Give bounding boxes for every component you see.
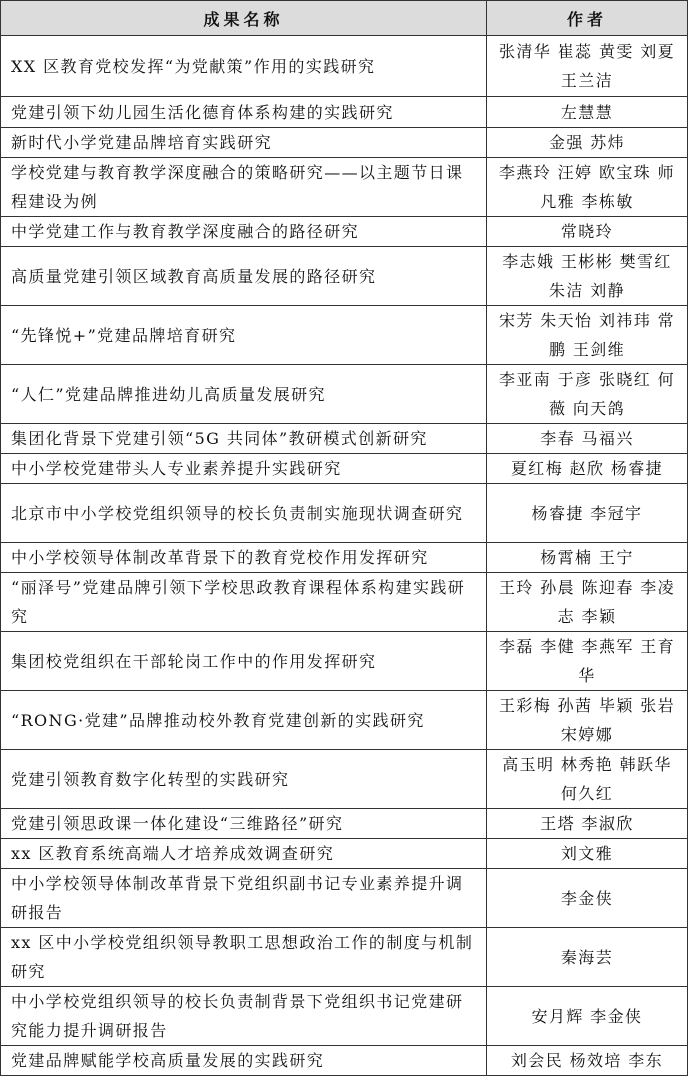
achievement-authors: 王彩梅 孙茜 毕颖 张岩 宋婷娜 [487, 691, 688, 750]
achievement-title: “先锋悦+”党建品牌培育研究 [1, 306, 487, 365]
achievement-title: 新时代小学党建品牌培育实践研究 [1, 128, 487, 158]
achievement-title: 集团化背景下党建引领“5G 共同体”教研模式创新研究 [1, 424, 487, 454]
achievement-authors: 左慧慧 [487, 97, 688, 128]
achievement-authors: 王玲 孙晨 陈迎春 李凌志 李颖 [487, 573, 688, 632]
table-row [1, 424, 688, 454]
table-row [1, 484, 688, 543]
table-row [1, 573, 688, 632]
achievement-authors: 杨霄楠 王宁 [487, 543, 688, 573]
table-row [1, 869, 688, 928]
header-author-column: 作者 [487, 1, 688, 36]
table-row [1, 750, 688, 809]
achievement-title: XX 区教育党校发挥“为党献策”作用的实践研究 [1, 36, 487, 97]
achievement-authors: 高玉明 林秀艳 韩跃华 何久红 [487, 750, 688, 809]
achievement-title: 北京市中小学校党组织领导的校长负责制实施现状调查研究 [1, 484, 487, 543]
achievement-authors: 常晓玲 [487, 217, 688, 247]
table-row [1, 97, 688, 128]
achievement-title: 集团校党组织在干部轮岗工作中的作用发挥研究 [1, 632, 487, 691]
achievement-title: 中小学校领导体制改革背景下的教育党校作用发挥研究 [1, 543, 487, 573]
table-header-row [1, 1, 688, 36]
achievement-title: 中小学校领导体制改革背景下党组织副书记专业素养提升调研报告 [1, 869, 487, 928]
table-row [1, 128, 688, 158]
table-row [1, 809, 688, 839]
achievement-authors: 刘文雅 [487, 839, 688, 869]
achievement-title: 学校党建与教育教学深度融合的策略研究——以主题节日课程建设为例 [1, 158, 487, 217]
table-row [1, 1046, 688, 1076]
table-row [1, 987, 688, 1046]
achievement-title: 党建引领教育数字化转型的实践研究 [1, 750, 487, 809]
header-title-column: 成果名称 [1, 1, 487, 36]
achievement-authors: 李春 马福兴 [487, 424, 688, 454]
table-row [1, 691, 688, 750]
achievement-authors: 夏红梅 赵欣 杨睿捷 [487, 454, 688, 484]
table-row [1, 36, 688, 97]
achievement-authors: 王塔 李淑欣 [487, 809, 688, 839]
achievement-title: 党建引领思政课一体化建设“三维路径”研究 [1, 809, 487, 839]
achievement-authors: 李燕玲 汪婷 欧宝珠 师凡雅 李栋敏 [487, 158, 688, 217]
achievement-authors: 李志娥 王彬彬 樊雪红 朱洁 刘静 [487, 247, 688, 306]
achievement-title: “RONG·党建”品牌推动校外教育党建创新的实践研究 [1, 691, 487, 750]
table-row [1, 454, 688, 484]
achievement-authors: 秦海芸 [487, 928, 688, 987]
table-row [1, 543, 688, 573]
achievement-authors: 金强 苏炜 [487, 128, 688, 158]
achievement-authors: 李金侠 [487, 869, 688, 928]
table-row [1, 247, 688, 306]
achievement-authors: 李亚南 于彦 张晓红 何薇 向天鸽 [487, 365, 688, 424]
table-row [1, 217, 688, 247]
achievement-title: 党建品牌赋能学校高质量发展的实践研究 [1, 1046, 487, 1076]
achievement-title: 党建引领下幼儿园生活化德育体系构建的实践研究 [1, 97, 487, 128]
achievement-title: xx 区中小学校党组织领导教职工思想政治工作的制度与机制研究 [1, 928, 487, 987]
table-row [1, 365, 688, 424]
achievement-title: “丽泽号”党建品牌引领下学校思政教育课程体系构建实践研究 [1, 573, 487, 632]
achievement-authors: 安月辉 李金侠 [487, 987, 688, 1046]
table-row [1, 839, 688, 869]
achievement-authors: 李磊 李健 李燕军 王育华 [487, 632, 688, 691]
achievement-title: 中小学校党建带头人专业素养提升实践研究 [1, 454, 487, 484]
achievement-title: “人仁”党建品牌推进幼儿高质量发展研究 [1, 365, 487, 424]
achievement-authors: 张清华 崔蕊 黄雯 刘夏 王兰洁 [487, 36, 688, 97]
achievement-title: 中小学校党组织领导的校长负责制背景下党组织书记党建研究能力提升调研报告 [1, 987, 487, 1046]
achievement-title: xx 区教育系统高端人才培养成效调查研究 [1, 839, 487, 869]
table-row [1, 928, 688, 987]
table-row [1, 306, 688, 365]
table-row [1, 632, 688, 691]
table-row [1, 158, 688, 217]
achievement-authors: 刘会民 杨效培 李东 [487, 1046, 688, 1076]
achievement-title: 高质量党建引领区域教育高质量发展的路径研究 [1, 247, 487, 306]
achievement-authors: 杨睿捷 李冠宇 [487, 484, 688, 543]
achievement-title: 中学党建工作与教育教学深度融合的路径研究 [1, 217, 487, 247]
achievement-authors: 宋芳 朱天怡 刘祎玮 常鹏 王剑维 [487, 306, 688, 365]
